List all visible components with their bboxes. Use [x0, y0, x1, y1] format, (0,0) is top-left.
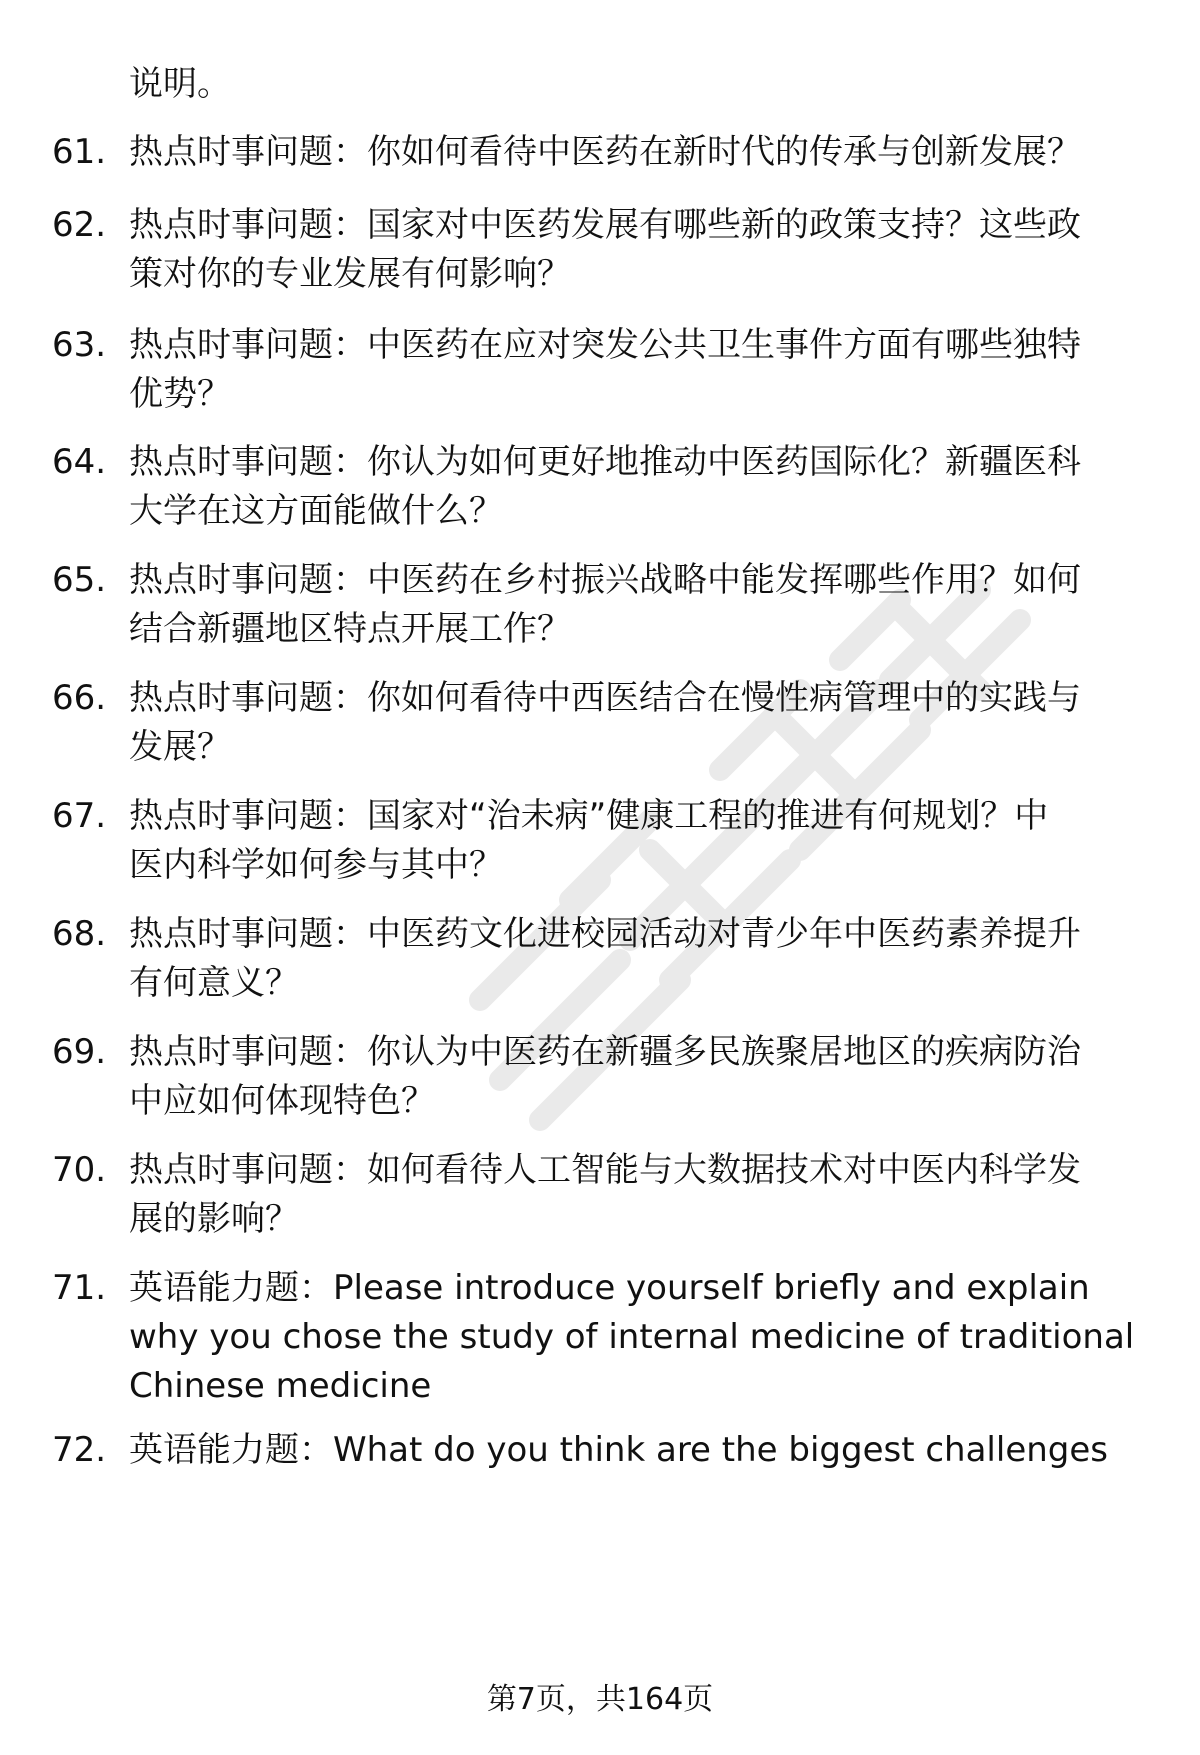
question-number: 66. [52, 678, 107, 718]
question-text [129, 1146, 1139, 1244]
question-number: 68. [52, 914, 107, 954]
question-text [129, 201, 1139, 299]
question-text [129, 438, 1139, 536]
question-number: 70. [52, 1150, 107, 1190]
question-line: 医内科学如何参与其中？ [129, 845, 503, 885]
page-footer: 第7页，共164页 [486, 1682, 714, 1717]
question-number: 69. [52, 1032, 107, 1072]
question-line: 优势？ [129, 374, 231, 414]
question-text [129, 1028, 1139, 1126]
question-line: 热点时事问题：国家对“治未病”健康工程的推进有何规划？中 [129, 796, 1049, 836]
question-line: Chinese medicine [129, 1366, 432, 1406]
question-number: 63. [52, 325, 107, 365]
continuation-text: 说明。 [129, 64, 231, 104]
question-line: 英语能力题：What do you think are the biggest challenges [129, 1430, 1108, 1470]
question-number: 72. [52, 1430, 107, 1470]
question-number: 65. [52, 560, 107, 600]
question-line: 展的影响？ [129, 1199, 299, 1239]
question-line: 热点时事问题：你认为如何更好地推动中医药国际化？新疆医科 [129, 442, 1081, 482]
question-line: 有何意义？ [129, 963, 299, 1003]
question-line: 策对你的专业发展有何影响？ [129, 254, 571, 294]
question-text [129, 556, 1139, 654]
question-number: 71. [52, 1268, 107, 1308]
question-text [129, 1264, 1139, 1411]
question-text [129, 128, 1139, 177]
question-number: 61. [52, 132, 107, 172]
question-number: 64. [52, 442, 107, 482]
question-line: 热点时事问题：中医药在应对突发公共卫生事件方面有哪些独特 [129, 325, 1081, 365]
question-line: 热点时事问题：中医药文化进校园活动对青少年中医药素养提升 [129, 914, 1081, 954]
question-text [129, 674, 1139, 772]
question-line: 热点时事问题：你如何看待中医药在新时代的传承与创新发展？ [129, 132, 1081, 172]
question-line: 热点时事问题：如何看待人工智能与大数据技术对中医内科学发 [129, 1150, 1081, 1190]
question-text [129, 1426, 1139, 1475]
question-line: 热点时事问题：中医药在乡村振兴战略中能发挥哪些作用？如何 [129, 560, 1081, 600]
question-text [129, 321, 1139, 419]
question-line: 中应如何体现特色？ [129, 1081, 435, 1121]
question-line: 英语能力题：Please introduce yourself briefly and explain [129, 1268, 1090, 1308]
question-number: 62. [52, 205, 107, 245]
question-text [129, 910, 1139, 1008]
question-line: 结合新疆地区特点开展工作？ [129, 609, 571, 649]
question-line: 热点时事问题：你认为中医药在新疆多民族聚居地区的疾病防治 [129, 1032, 1081, 1072]
question-line: 热点时事问题：你如何看待中西医结合在慢性病管理中的实践与 [129, 678, 1081, 718]
question-line: why you chose the study of internal medicine of traditional [129, 1317, 1135, 1357]
question-number: 67. [52, 796, 107, 836]
question-text [129, 792, 1139, 890]
question-line: 热点时事问题：国家对中医药发展有哪些新的政策支持？这些政 [129, 205, 1081, 245]
question-line: 大学在这方面能做什么？ [129, 491, 503, 531]
question-line: 发展？ [129, 727, 231, 767]
